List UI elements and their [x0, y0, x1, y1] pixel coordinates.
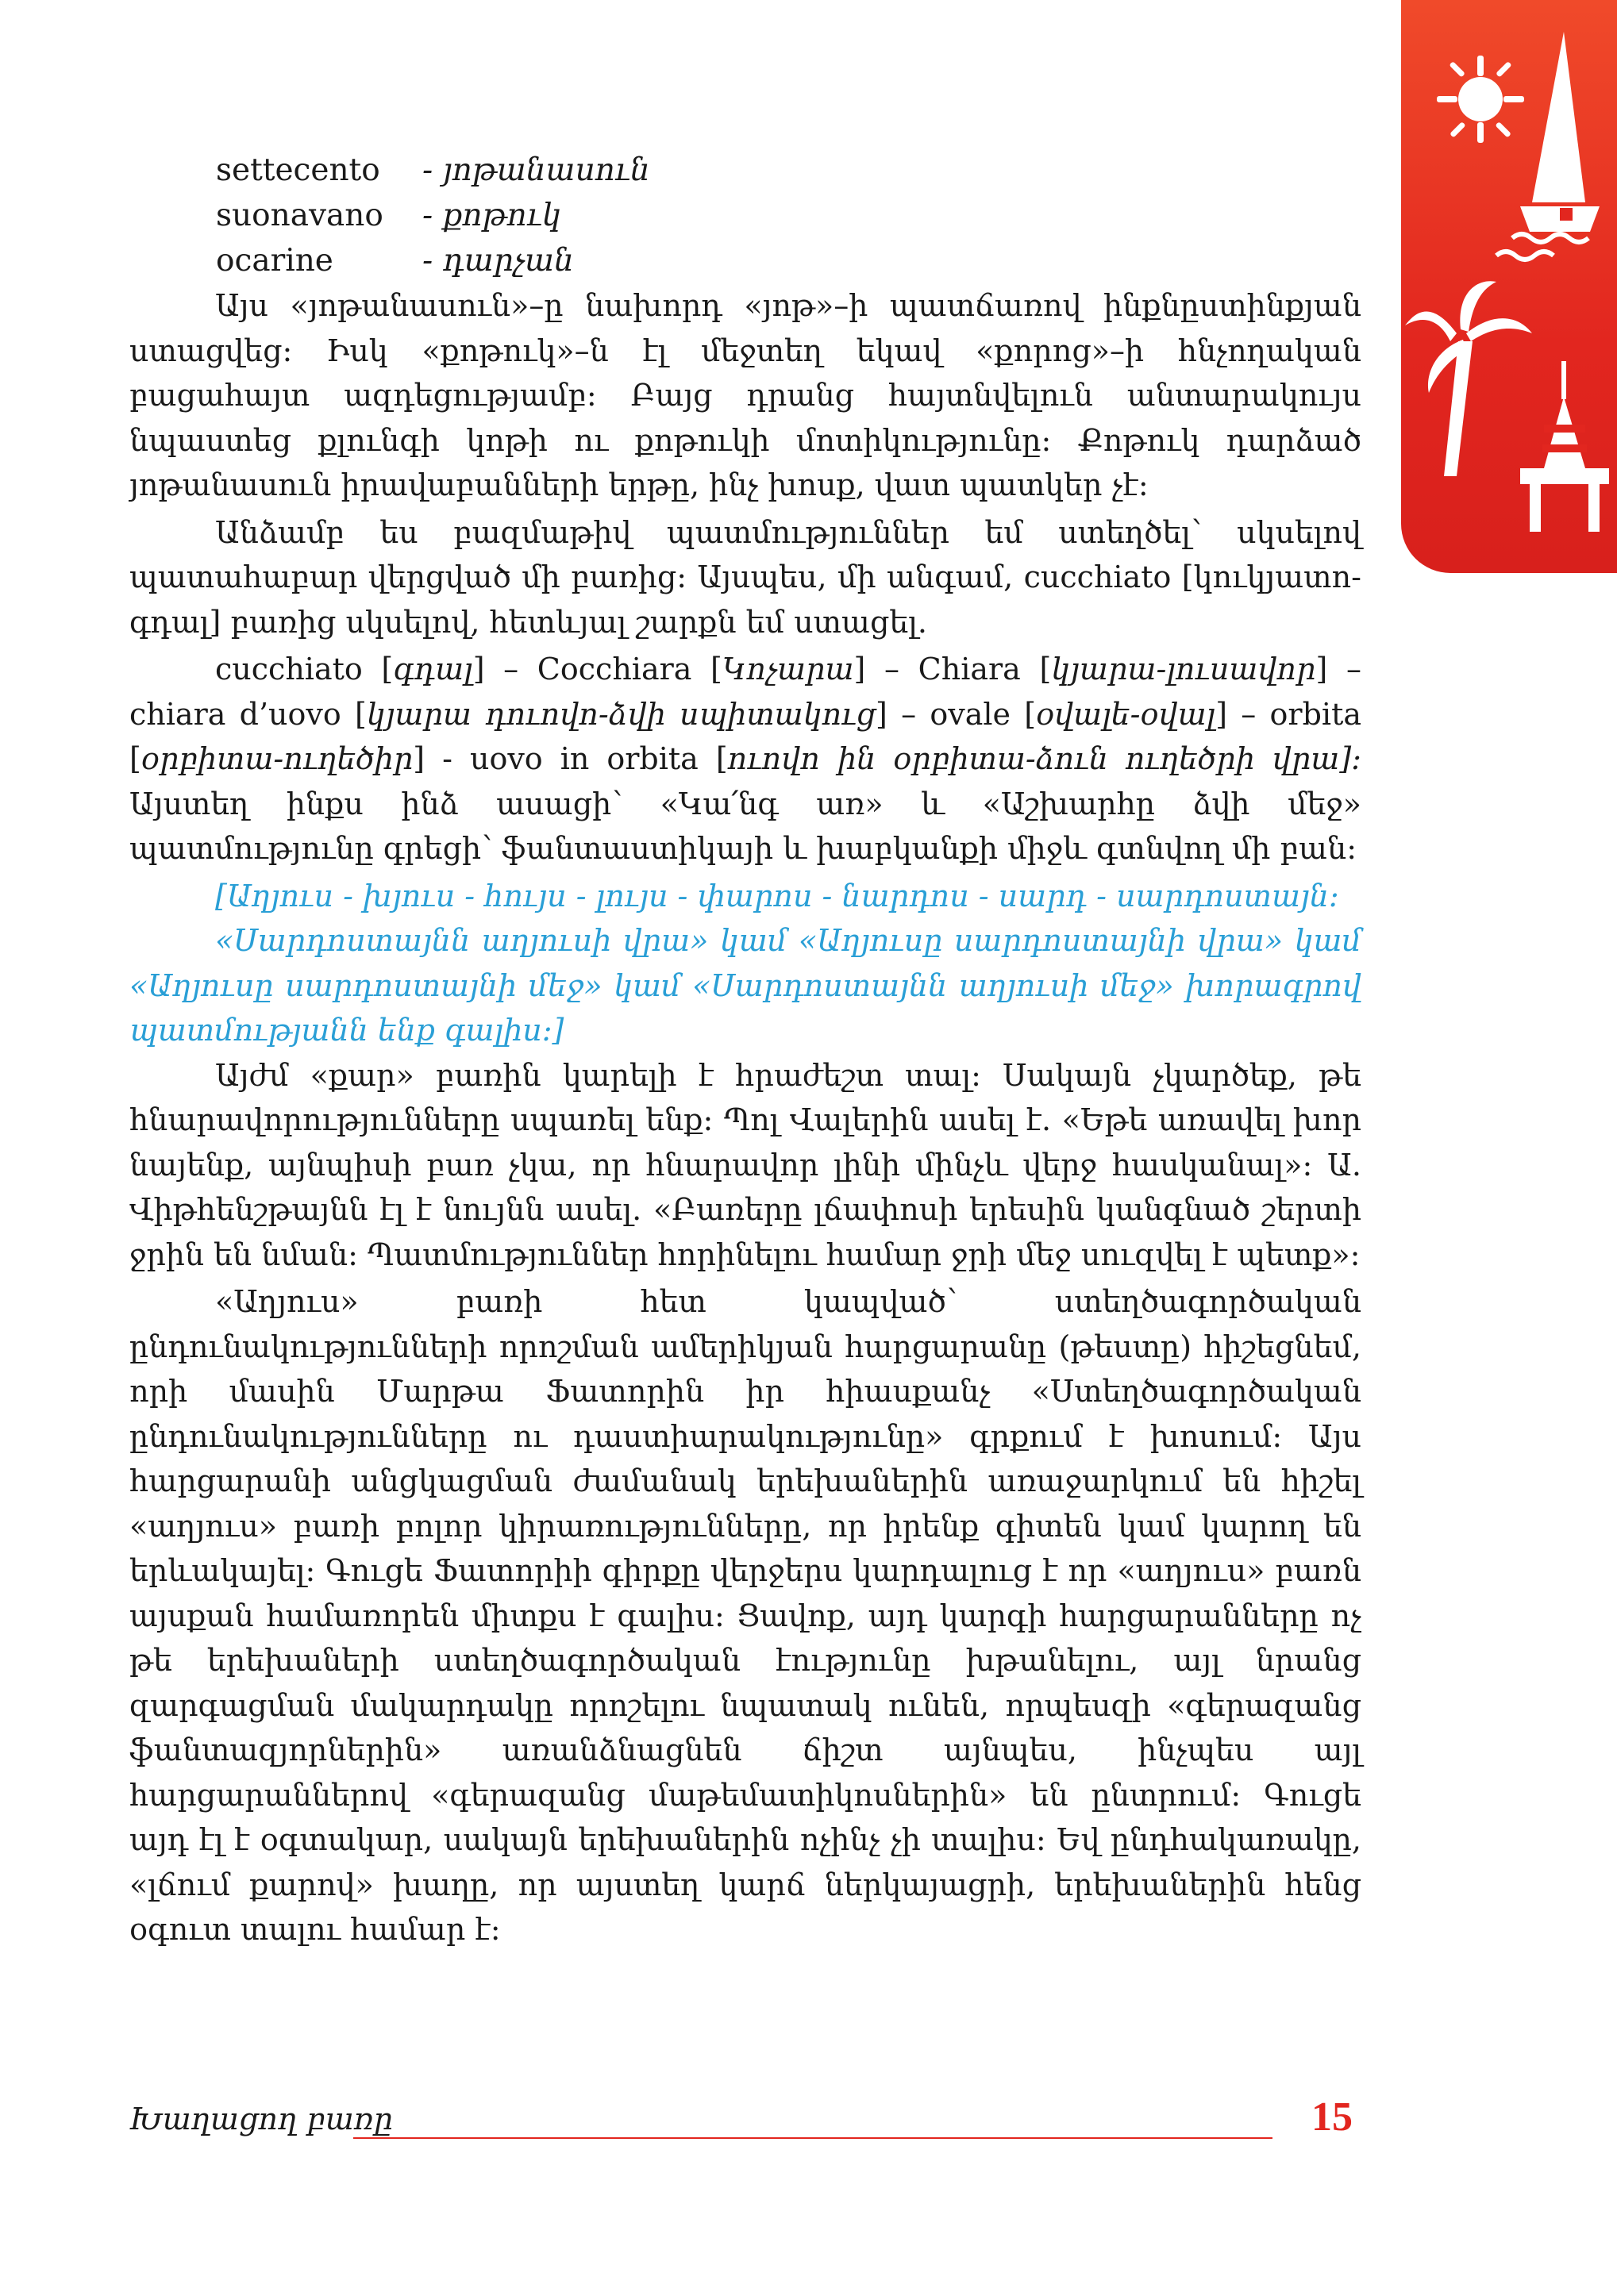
footer-book-title: Խաղացող բառը — [129, 2102, 393, 2136]
vocabulary-row — [216, 148, 692, 193]
chain-text: ] – Chiara [ — [853, 652, 1052, 686]
vocabulary-term: settecento — [216, 152, 380, 188]
chain-text: ] – Cocchiara [ — [472, 652, 722, 686]
sun-icon — [1437, 56, 1524, 143]
vocabulary-list — [216, 148, 692, 283]
quote-line: «Սարդոստայնն աղյուսի վրա» կամ «Աղյուսը սարդոստայնի վրա» կամ «Աղյուսը սարդոստայնի մեջ» կամ «Սարդոստայնն աղյուսի մեջ» խորագրով պատմությանն ենք գալիս:] — [129, 923, 1361, 1048]
chain-translation: կյարա-լուսավոր — [1051, 652, 1316, 686]
sailboat-icon — [1496, 32, 1600, 260]
word-chain-paragraph — [129, 647, 1361, 871]
vocabulary-meaning: - յոթանասուն — [422, 152, 650, 188]
vocabulary-term: ocarine — [216, 243, 333, 279]
chain-translation: օվալե-օվալ — [1036, 696, 1216, 732]
body-paragraph: Այս «յոթանասուն»–ը նախորդ «յոթ»–ի պատճառով ինքնըստինքյան ստացվեց: Իսկ «քոթուկ»–ն էլ մեջտեղ եկավ «քորոց»–ի հնչողական բացահայտ ազդեցությամբ: Բայց դրանց հայտնվելուն անտարակույս նպաստեց քլունգի կոթի ու քոթուկի մոտիկությունը: Քոթուկ դարձած յոթանասուն իրավաբանների երթը, ինչ խոսք, վատ պատկեր չէ: — [129, 288, 1361, 502]
chain-text: ] – orbita [ — [129, 696, 1361, 776]
decorative-corner-tab — [1401, 0, 1617, 573]
chain-translation: կյարա դուովո-ձվի սպիտակուց — [366, 696, 876, 732]
vocabulary-row — [216, 193, 692, 238]
page-number: 15 — [1311, 2094, 1353, 2140]
chain-text: cucchiato [ — [215, 652, 394, 686]
footer-divider — [353, 2137, 1272, 2139]
body-paragraph: «Աղյուս» բառի հետ կապված՝ ստեղծագործական ընդունակությունների որոշման ամերիկյան հարցարանը (թեստը) հիշեցնեմ, որի մասին Մարթա Ֆատորին իր հիասքանչ «Ստեղծագործական ընդունակությունները ու դաստիարակությունը» գրքում է խոսում: Այս հարցարանի անցկացման ժամանակ երեխաներին առաջարկում են հիշել «աղյուս» բառի բոլոր կիրառությունները, որ իրենք գիտեն կամ կարող են երևակայել: Գուցե Ֆատորիի գիրքը վերջերս կարդալուց է որ «աղյուս» բառն այսքան համառորեն միտքս է գալիս: Ցավոք, այդ կարգի հարցարանները ոչ թե երեխաների ստեղծագործական էությունը խթանելու, այլ նրանց զարգացման մակարդակը որոշելու նպատակ ունեն, որպեսզի «գերազանց ֆանտազյորներին» առանձնացնեն ճիշտ այնպես, ինչպես այլ հարցարաններով «գերազանց մաթեմատիկոսներին» են ընտրում: Գուցե այդ էլ է օգտակար, սակայն երեխաներին ոչինչ չի տալիս: Եվ ընդհակառակը, «լճում քարով» խաղը, որ այստեղ կարճ ներկայացրի, երեխաներին հենց օգուտ տալու համար է: — [129, 1284, 1361, 1947]
quote-line: [Աղյուս - խյուս - հույս - լույս - փարոս - նարդոս - սարդ - սարդոստայն: — [215, 878, 1339, 913]
chain-text: ] – ovale [ — [876, 696, 1037, 732]
vocabulary-term: suonavano — [216, 198, 383, 233]
chain-translation: օրբիտա-ուղեծիր — [141, 741, 414, 776]
body-paragraph: Այժմ «քար» բառին կարելի է հրաժեշտ տալ: Սակայն չկարծեք, թե հնարավորությունները սպառել ենք: Պոլ Վալերին ասել է. «Եթե առավել խոր նայենք, այնպիսի բառ չկա, որ հնարավոր լինի մինչև վերջ հասկանալ»: Ա. Վիթհենշթայնն էլ է նույնն ասել. «Բառերը լճափոսի երեսին կանգնած շերտի ջրին են նման: Պատմություններ հորինելու համար ջրի մեջ սուզվել է պետք»: — [129, 1057, 1361, 1272]
chain-translation: գդալ — [393, 652, 473, 686]
lighthouse-icon — [1520, 361, 1609, 532]
vocabulary-meaning: - քոթուկ — [422, 198, 562, 233]
chain-text: Այստեղ ինքս ինձ ասացի՝ «Կա՛նգ առ» և «Աշխարհը ձվի մեջ» պատմությունը գրեցի՝ ֆանտաստիկայի և խաբկանքի միջև գտնվող մի բան: — [129, 786, 1361, 866]
vocabulary-meaning: - դարչան — [422, 243, 574, 279]
page-body — [129, 283, 1361, 1955]
vocabulary-row — [216, 238, 692, 283]
summer-illustration-icon — [1401, 0, 1617, 573]
chain-text: ] – chiara d’uovo [ — [129, 652, 1361, 732]
body-paragraph: Անձամբ ես բազմաթիվ պատմություններ եմ ստեղծել՝ սկսելով պատահաբար վերցված մի բառից: Այսպես, մի անգամ, cucchiato [կուկյատո-գդալ] բառից սկսելով, հետևյալ շարքն եմ ստացել. — [129, 514, 1361, 640]
chain-translation: Կոչարա — [722, 652, 854, 686]
chain-text: ] - uovo in orbita [ — [413, 741, 728, 776]
chain-translation: ուովո ին օրբիտա-ձուն ուղեծրի վրա]: — [727, 741, 1361, 776]
palm-tree-icon — [1405, 281, 1532, 476]
